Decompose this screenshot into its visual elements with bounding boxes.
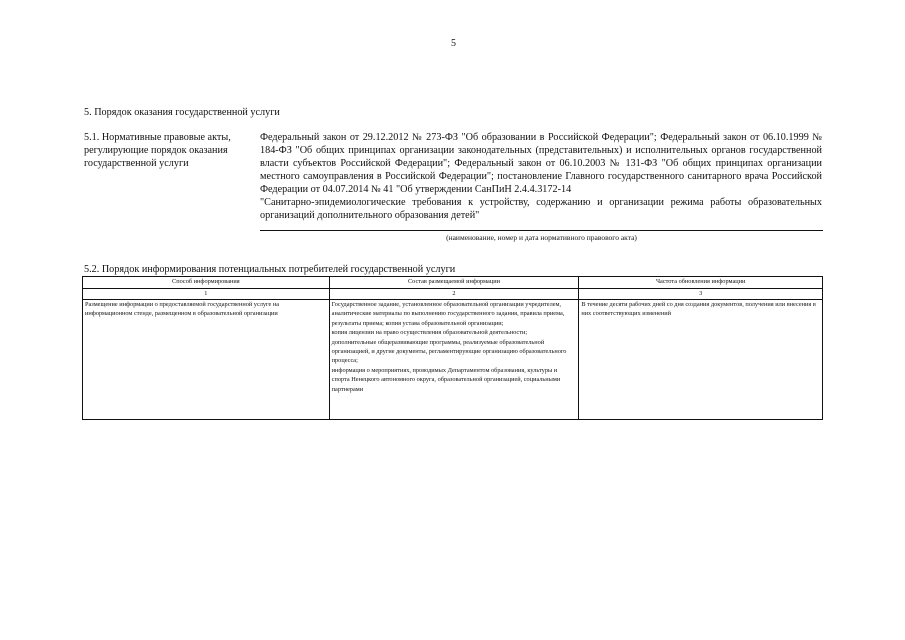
underline-rule bbox=[260, 230, 823, 231]
column-number-1: 1 bbox=[83, 289, 330, 300]
legal-acts-paragraph-1: Федеральный закон от 29.12.2012 № 273-ФЗ "Об образовании в Российской Федерации"; Федеральный закон от 06.10.1999 № 184-ФЗ "Об общих принципах организации законодательных (представительных) и исполнительных органов государственной власти субъектов Российской Федерации"; Федеральный закон от 06.10.2003 № 131-ФЗ "Об общих принципах организации местного самоуправления в Российской Федерации"; постановление Главного государственного санитарного врача Российской Федерации от 04.07.2014 № 41 "Об утверждении СанПиН 2.4.4.3172-14 bbox=[260, 132, 822, 195]
section-5-heading: 5. Порядок оказания государственной услуги bbox=[84, 107, 280, 118]
column-number-3: 3 bbox=[579, 289, 823, 300]
cell-frequency: В течение десяти рабочих дней со дня создания документов, получения или внесения в них соответствующих изменений bbox=[579, 300, 823, 420]
section-5-1-legal-acts bbox=[260, 131, 822, 222]
content-item: информация о мероприятиях, проводимых Департаментом образования, культуры и спорта Ненецкого автономного округа, образовательной организацией, социальными партнерами bbox=[331, 366, 561, 393]
header-content: Состав размещаемой информации bbox=[329, 277, 579, 289]
information-table bbox=[82, 276, 823, 420]
legal-acts-paragraph-2: "Санитарно-эпидемиологические требования к устройству, содержанию и организации режима работы образовательных организаций дополнительного образования детей" bbox=[260, 197, 822, 221]
table-row bbox=[83, 300, 823, 420]
column-number-2: 2 bbox=[329, 289, 579, 300]
content-item: дополнительные общеразвивающие программы, реализуемые образовательной организацией, и другие документы, регламентирующие организацию образовательного процесса; bbox=[331, 338, 567, 365]
cell-content bbox=[329, 300, 579, 420]
header-method: Способ информирования bbox=[83, 277, 330, 289]
legal-act-caption: (наименование, номер и дата нормативного правового акта) bbox=[446, 233, 637, 242]
section-5-1-label: 5.1. Нормативные правовые акты, регулирующие порядок оказания государственной услуги bbox=[84, 132, 231, 169]
table-number-row bbox=[83, 289, 823, 300]
table-header-row bbox=[83, 277, 823, 289]
content-item: Государственное задание, установленное образовательной организации учредителем, аналитические материалы по выполнению государственного задания, правила приема, результаты приема; копия устава образовательной организации; bbox=[331, 301, 565, 327]
content-item: копия лицензии на право осуществления образовательной деятельности; bbox=[331, 329, 528, 337]
page-number: 5 bbox=[451, 38, 456, 49]
cell-method: Размещение информации о предоставляемой государственной услуге на информационном стенде, размещенном в образовательной организации bbox=[83, 300, 330, 420]
header-frequency: Частота обновления информации bbox=[579, 277, 823, 289]
section-5-2-heading: 5.2. Порядок информирования потенциальных потребителей государственной услуги bbox=[84, 264, 456, 275]
